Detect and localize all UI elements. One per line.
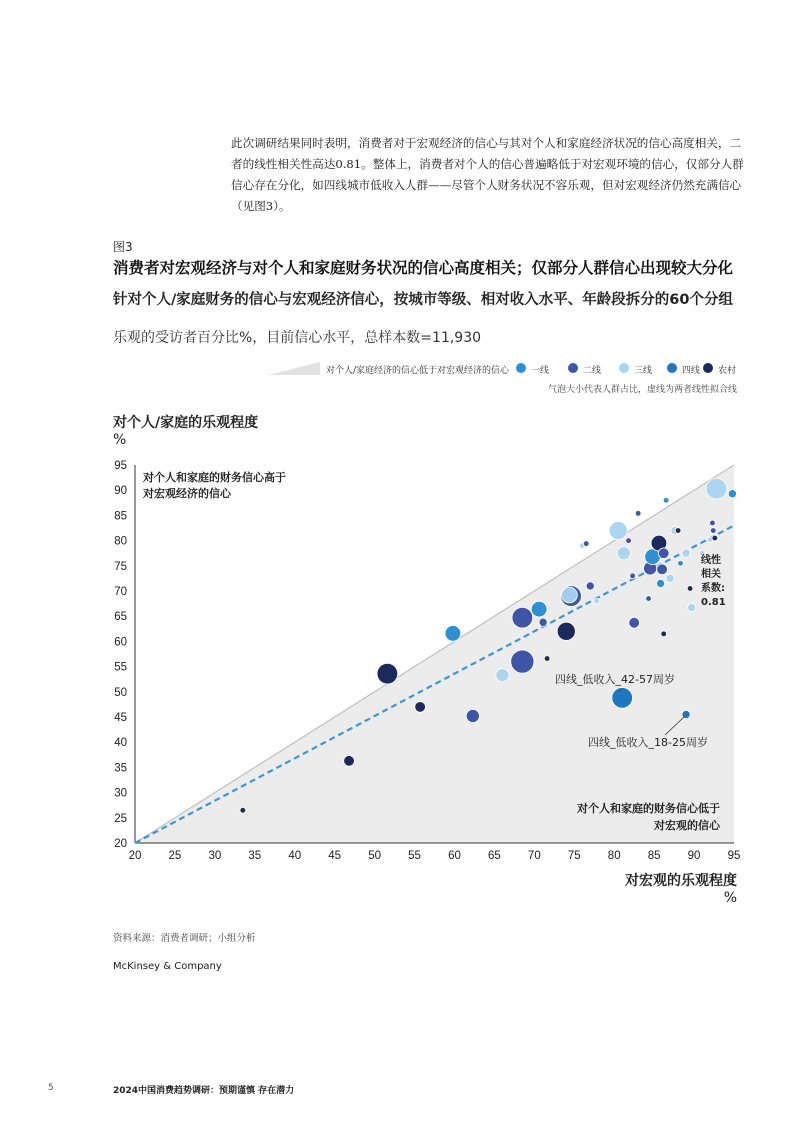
x-tick-label: 90	[687, 850, 701, 862]
y-tick-label: 55	[114, 661, 127, 674]
data-point	[661, 631, 667, 637]
data-point	[594, 598, 600, 604]
y-tick-label: 25	[114, 812, 127, 825]
data-point	[728, 490, 736, 498]
legend-note: 气泡大小代表人群占比，虚线为两者线性拟合线	[547, 385, 737, 395]
x-tick-label: 55	[408, 850, 421, 862]
x-axis-unit: %	[723, 890, 737, 906]
data-point	[445, 625, 461, 641]
data-point	[240, 807, 246, 813]
data-point	[712, 535, 718, 541]
data-point	[609, 521, 627, 539]
data-point	[629, 617, 640, 628]
data-point	[675, 528, 681, 534]
callout-label-1: 四线_低收入_42-57周岁	[555, 673, 675, 686]
data-point	[678, 560, 684, 566]
x-tick-label: 95	[727, 850, 741, 862]
annotation-upper-left-line2: 对宏观经济的信心	[143, 487, 231, 500]
data-point	[512, 607, 533, 628]
data-point	[586, 582, 594, 590]
data-point	[635, 511, 641, 517]
figure-label: 图3	[113, 240, 133, 254]
data-point	[646, 596, 652, 602]
y-tick-label: 95	[114, 460, 127, 472]
data-point	[415, 702, 426, 713]
document-title: 2024中国消费趋势调研：预期谨慎 存在潜力	[113, 1086, 295, 1096]
data-point	[557, 622, 575, 640]
x-tick-label: 40	[288, 850, 302, 862]
callout-label-2: 四线_低收入_18-25周岁	[588, 736, 708, 749]
x-tick-label: 85	[647, 850, 661, 862]
figure-unit-line: 乐观的受访者百分比%，目前信心水平，总样本数=11,930	[113, 330, 482, 346]
x-tick-label: 25	[168, 850, 182, 862]
x-axis-title: 对宏观的乐观程度	[625, 873, 737, 889]
x-tick-label: 75	[567, 850, 581, 862]
y-tick-label: 50	[114, 686, 127, 699]
legend-shade-label: 对个人/家庭经济的信心低于对宏观经济的信心	[326, 366, 510, 376]
y-tick-label: 65	[114, 611, 127, 624]
data-point	[688, 604, 696, 612]
intro-paragraph: 此次调研结果同时表明，消费者对于宏观经济的信心与其对个人和家庭经济状况的信心高度相关，二者的线性相关性高达0.81。整体上，消费者对个人的信心普遍略低于对宏观环境的信心，仅部分人群信心存在分化，如四线城市低收入人群——尽管个人财务状况不容乐观，但对宏观经济仍然充满信心（见图3）。	[231, 136, 744, 213]
data-point	[511, 650, 534, 673]
data-point	[562, 587, 578, 603]
page-number: 5	[48, 1083, 54, 1093]
y-tick-label: 60	[114, 636, 127, 649]
data-point	[466, 709, 479, 722]
y-tick-label: 30	[114, 787, 127, 800]
y-tick-label: 35	[114, 762, 127, 775]
data-point	[663, 497, 669, 503]
data-point	[531, 601, 547, 617]
y-tick-label: 40	[114, 737, 127, 750]
legend-label: 三线	[634, 366, 653, 376]
data-point	[496, 669, 509, 682]
figure-subtitle: 针对个人/家庭财务的信心与宏观经济信心，按城市等级、相对收入水平、年龄段拆分的60个分组	[113, 292, 733, 308]
source-note: 资料来源：消费者调研；小组分析	[113, 933, 256, 944]
correlation-label-line3: 系数:	[701, 583, 725, 594]
data-point	[710, 528, 716, 534]
annotation-lower-right-line2: 对宏观的信心	[654, 819, 720, 832]
y-axis-unit: %	[113, 432, 127, 448]
x-tick-label: 50	[368, 850, 381, 862]
data-point	[626, 538, 632, 544]
legend-label: 农村	[718, 366, 737, 376]
y-axis-title: 对个人/家庭的乐观程度	[113, 415, 259, 431]
x-tick-label: 45	[328, 850, 342, 862]
data-point	[544, 656, 550, 662]
data-point	[656, 579, 664, 587]
data-point	[377, 663, 398, 684]
y-tick-label: 20	[114, 838, 127, 850]
x-tick-label: 80	[607, 850, 621, 862]
x-tick-label: 30	[208, 850, 222, 862]
data-point	[710, 520, 716, 526]
correlation-label-line1: 线性	[701, 555, 721, 566]
correlation-value: 0.81	[701, 597, 726, 608]
y-tick-label: 75	[114, 560, 127, 573]
y-tick-label: 70	[114, 586, 127, 598]
correlation-label-line2: 相关	[701, 569, 721, 580]
data-point	[630, 573, 636, 579]
data-point	[583, 541, 589, 547]
legend-label: 二线	[583, 366, 602, 376]
data-point	[344, 755, 355, 766]
data-point	[658, 548, 669, 559]
legend-label: 一线	[531, 366, 550, 376]
y-tick-label: 90	[114, 485, 127, 498]
brand-name: McKinsey & Company	[113, 961, 222, 972]
data-point	[539, 618, 547, 626]
x-tick-label: 60	[448, 850, 461, 862]
x-tick-label: 20	[128, 850, 142, 862]
data-point	[687, 586, 693, 592]
data-point	[657, 564, 668, 575]
data-point	[666, 574, 674, 582]
legend-label: 四线	[682, 366, 701, 376]
y-tick-label: 45	[114, 712, 127, 724]
x-tick-label: 70	[527, 850, 541, 862]
data-point	[706, 478, 727, 499]
figure-title: 消费者对宏观经济与对个人和家庭财务状况的信心高度相关；仅部分人群信心出现较大分化	[113, 259, 734, 277]
y-tick-label: 85	[114, 510, 127, 523]
data-point	[617, 547, 630, 560]
x-tick-label: 65	[488, 850, 501, 862]
annotation-lower-right-line1: 对个人和家庭的财务信心低于	[577, 802, 720, 815]
y-tick-label: 80	[114, 535, 127, 548]
data-point	[612, 687, 633, 708]
data-point	[682, 549, 690, 557]
x-tick-label: 35	[248, 850, 262, 862]
annotation-upper-left-line1: 对个人和家庭的财务信心高于	[143, 471, 286, 484]
